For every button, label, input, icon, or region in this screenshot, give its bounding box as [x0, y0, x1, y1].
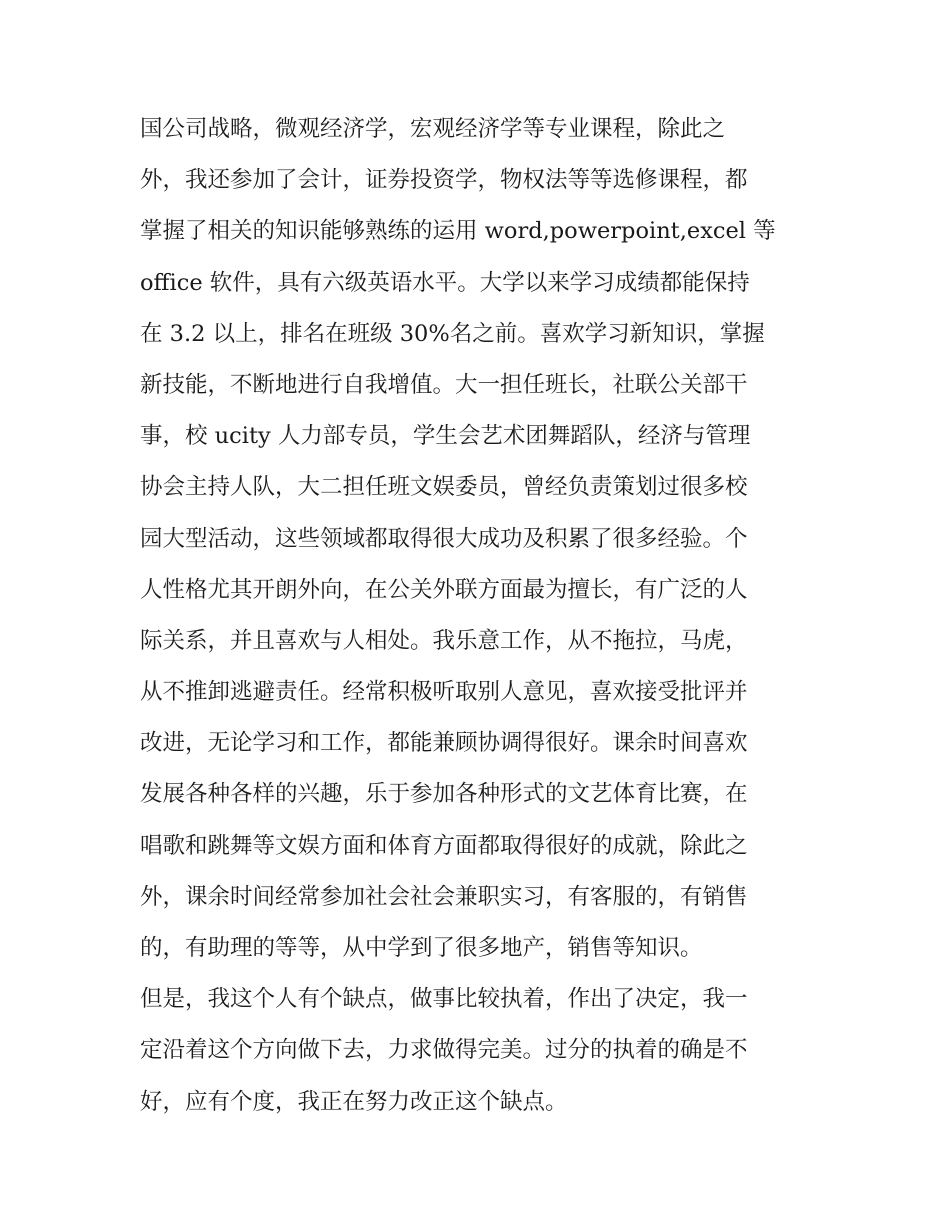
text-line: 从不推卸逃避责任。经常积极听取别人意见，喜欢接受批评并: [140, 679, 748, 706]
text-line: 发展各种各样的兴趣，乐于参加各种形式的文艺体育比赛，在: [140, 781, 748, 808]
text-line: 的，有助理的等等，从中学到了很多地产，销售等知识。: [140, 935, 703, 961]
text-line: 外，我还参加了会计，证券投资学，物权法等等选修课程，都: [140, 167, 748, 194]
text-line: 好，应有个度，我正在努力改正这个缺点。: [140, 1088, 568, 1115]
text-line: 人性格尤其开朗外向，在公关外联方面最为擅长，有广泛的人: [140, 576, 748, 603]
text-line: 协会主持人队，大二担任班文娱委员，曾经负责策划过很多校: [140, 474, 748, 501]
text-line: 国公司战略，微观经济学，宏观经济学等专业课程，除此之: [140, 116, 726, 142]
text-line: office 软件，具有六级英语水平。大学以来学习成绩都能保持: [140, 269, 750, 296]
text-line: 际关系，并且喜欢与人相处。我乐意工作，从不拖拉，马虎，: [140, 627, 748, 654]
text-line: 唱歌和跳舞等文娱方面和体育方面都取得很好的成就，除此之: [140, 832, 748, 859]
paragraph-shortcoming: [140, 974, 820, 1128]
text-line: 在 3.2 以上，排名在班级 30%名之前。喜欢学习新知识，掌握: [140, 320, 765, 347]
body-text: [140, 104, 820, 1128]
text-line: 定沿着这个方向做下去，力求做得完美。过分的执着的确是不: [140, 1037, 748, 1064]
text-line: 改进，无论学习和工作，都能兼顾协调得很好。课余时间喜欢: [140, 730, 748, 757]
text-line: 新技能，不断地进行自我增值。大一担任班长，社联公关部干: [140, 371, 748, 398]
text-line: 事，校 ucity 人力部专员，学生会艺术团舞蹈队，经济与管理: [140, 423, 751, 450]
paragraph-experience: [140, 104, 820, 974]
text-line: 外，课余时间经常参加社会社会兼职实习，有客服的，有销售: [140, 883, 748, 910]
text-line: 掌握了相关的知识能够熟练的运用 word,powerpoint,excel 等: [140, 218, 776, 245]
text-line: 园大型活动，这些领域都取得很大成功及积累了很多经验。个: [140, 525, 748, 552]
text-line: 但是，我这个人有个缺点，做事比较执着，作出了决定，我一: [140, 986, 748, 1013]
